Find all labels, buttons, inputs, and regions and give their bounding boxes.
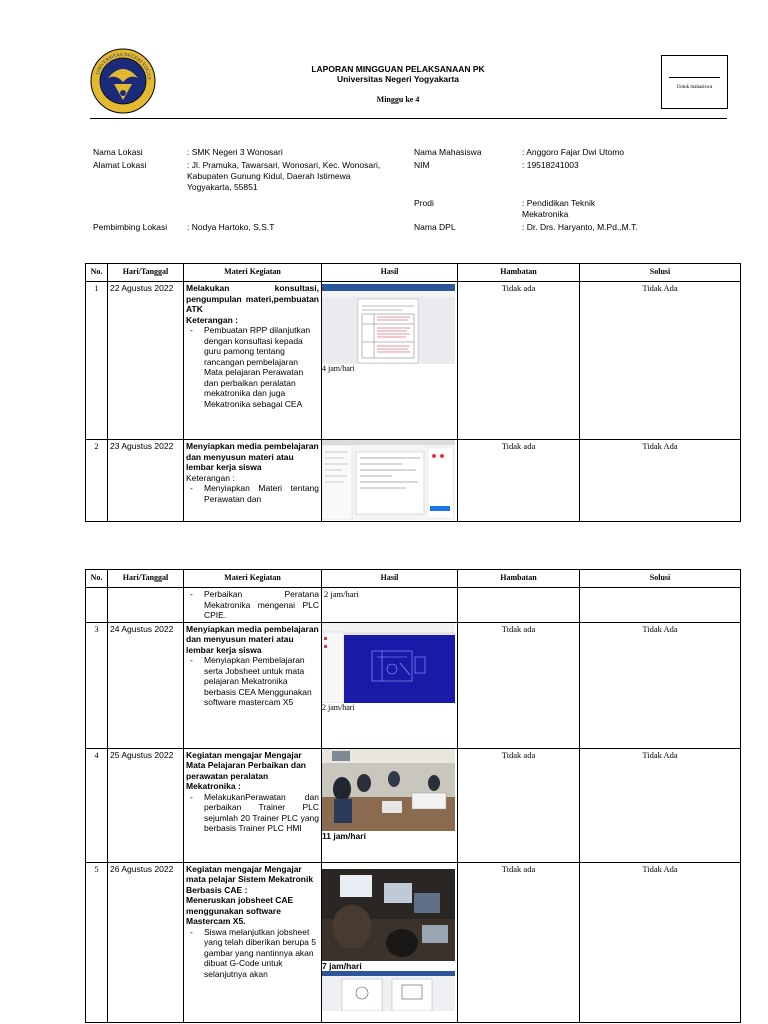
- col-header-materi: Materi Kegiatan: [184, 264, 322, 282]
- col-header-hasil: Hasil: [322, 264, 458, 282]
- hasil-duration: 2 jam/hari: [322, 588, 458, 623]
- jobsheet-screenshot: [322, 971, 455, 1011]
- label-alamat: Alamat Lokasi: [93, 160, 147, 170]
- row-number: 5: [86, 862, 108, 1022]
- row-hasil: [322, 282, 458, 440]
- value-mahasiswa: : Anggoro Fajar Dwi Utomo: [522, 147, 625, 157]
- hasil-duration: 7 jam/hari: [322, 960, 362, 971]
- table-row-continued: [86, 588, 741, 623]
- col-header-date: Hari/Tanggal: [108, 570, 184, 588]
- table-row: [86, 622, 741, 748]
- row-materi: Kegiatan mengajar Mengajar Mata Pelajaran Perbaikan dan perawatan peralatan Mekatronika : - MelakukanPerawatan dan perbaikan Trainer PLC sejumlah 20 Trainer PLC yang berbasis Trainer PLC HMI: [184, 748, 322, 862]
- row-date: 26 Agustus 2022: [108, 862, 184, 1022]
- student-stamp-box: [661, 55, 728, 109]
- row-solusi: Tidak Ada: [580, 748, 741, 862]
- label-nim: NIM: [414, 160, 430, 170]
- university-name: Universitas Negeri Yogyakarta: [336, 74, 460, 84]
- label-dpl: Nama DPL: [414, 222, 456, 232]
- table-row: [86, 440, 741, 522]
- row-hambatan: Tidak ada: [458, 282, 580, 440]
- row-number: 4: [86, 748, 108, 862]
- row-date: 25 Agustus 2022: [108, 748, 184, 862]
- classroom-photo: [322, 749, 455, 831]
- week-label: Minggu ke 4: [376, 95, 420, 104]
- value-prodi: : Pendidikan Teknik Mekatronika: [522, 198, 596, 219]
- value-alamat: : Jl. Pramuka, Tawarsari, Wonosari, Kec. Wonosari, Kabupaten Gunung Kidul, Daerah Istimewa Yogyakarta, 55851: [187, 160, 381, 192]
- row-materi: Menyiapkan media pembelajaran dan menyusun materi atau lembar kerja siswa Keterangan : - Menyiapkan Materi tentang Perawatan dan: [184, 440, 322, 522]
- activity-table-page2: [85, 569, 741, 1023]
- col-header-hambatan: Hambatan: [458, 570, 580, 588]
- hasil-duration: 4 jam/hari: [322, 364, 355, 373]
- row-solusi: Tidak Ada: [580, 622, 741, 748]
- label-pembimbing: Pembimbing Lokasi: [93, 222, 168, 232]
- value-nim: : 19518241003: [522, 160, 579, 170]
- row-hasil: [322, 748, 458, 862]
- row-number: 3: [86, 622, 108, 748]
- col-header-no: No.: [86, 264, 108, 282]
- label-mahasiswa: Nama Mahasiswa: [414, 147, 482, 157]
- value-pembimbing: : Nodya Hartoko, S,S.T: [187, 222, 275, 232]
- table-row: [86, 748, 741, 862]
- row-hambatan: Tidak ada: [458, 622, 580, 748]
- col-header-hasil: Hasil: [322, 570, 458, 588]
- report-title: LAPORAN MINGGUAN PELAKSANAAN PK: [311, 64, 485, 74]
- row-number: 2: [86, 440, 108, 522]
- uny-logo: [90, 48, 156, 114]
- row-materi: - Perbaikan Peratana Mekatronika mengenai PLC CPIE.: [184, 588, 322, 623]
- col-header-solusi: Solusi: [580, 264, 741, 282]
- table-row: [86, 862, 741, 1022]
- row-date: 23 Agustus 2022: [108, 440, 184, 522]
- row-solusi: Tidak Ada: [580, 862, 741, 1022]
- row-hasil: [322, 862, 458, 1022]
- col-header-date: Hari/Tanggal: [108, 264, 184, 282]
- document-screenshot: [322, 284, 455, 364]
- value-nama-lokasi: : SMK Negeri 3 Wonosari: [187, 147, 283, 157]
- col-header-solusi: Solusi: [580, 570, 741, 588]
- svg-text:UNIVERSITAS NEGERI YOGYAKARTA: UNIVERSITAS NEGERI YOGYA: [95, 52, 152, 81]
- row-date: 22 Agustus 2022: [108, 282, 184, 440]
- hasil-duration: 11 jam/hari: [322, 830, 366, 841]
- activity-table-page1: [85, 263, 741, 522]
- software-screenshot: [322, 440, 455, 520]
- row-number: 1: [86, 282, 108, 440]
- mastercam-screenshot: [322, 623, 455, 703]
- row-hambatan: Tidak ada: [458, 748, 580, 862]
- hasil-duration: 2 jam/hari: [322, 702, 355, 712]
- row-solusi: Tidak Ada: [580, 440, 741, 522]
- row-hambatan: Tidak ada: [458, 862, 580, 1022]
- row-materi: Menyiapkan media pembelajaran dan menyusun materi atau lembar kerja siswa - Menyiapkan Pembelajaran serta Jobsheet untuk mata pelajaran Mekatronika berbasis CEA Menggunakan software mastercam X5: [184, 622, 322, 748]
- col-header-hambatan: Hambatan: [458, 264, 580, 282]
- col-header-materi: Materi Kegiatan: [184, 570, 322, 588]
- row-materi: Melakukan konsultasi, pengumpulan materi,pembuatan ATK Keterangan : - Pembuatan RPP dilanjutkan dengan konsultasi kepada guru pamong tentang rancangan pembelajaran Mata pelajaran Perawatan dan perbaikan peralatan mekatronika dan juga Mekatronika sebagai CEA: [184, 282, 322, 440]
- row-hambatan: Tidak ada: [458, 440, 580, 522]
- table-row: [86, 282, 741, 440]
- value-dpl: : Dr. Drs. Haryanto, M.Pd.,M.T.: [522, 222, 638, 232]
- row-date: 24 Agustus 2022: [108, 622, 184, 748]
- header-divider: [90, 118, 727, 119]
- lab-photo: [322, 869, 455, 961]
- student-box-label: Untuk mahasiswa: [676, 85, 713, 90]
- label-prodi: Prodi: [414, 198, 434, 208]
- label-nama-lokasi: Nama Lokasi: [93, 147, 143, 157]
- row-hasil: [322, 440, 458, 522]
- row-materi: Kegiatan mengajar Mengajar mata pelajar Sistem Mekatronik Berbasis CAE : Meneruskan jobsheet CAE menggunakan software Mastercam X5. - Siswa melanjutkan jobsheet yang telah diberikan berupa 5 gambar yang nantinnya akan dibuat G-Code untuk selanjutnya akan: [184, 862, 322, 1022]
- col-header-no: No.: [86, 570, 108, 588]
- row-hasil: [322, 622, 458, 748]
- row-solusi: Tidak Ada: [580, 282, 741, 440]
